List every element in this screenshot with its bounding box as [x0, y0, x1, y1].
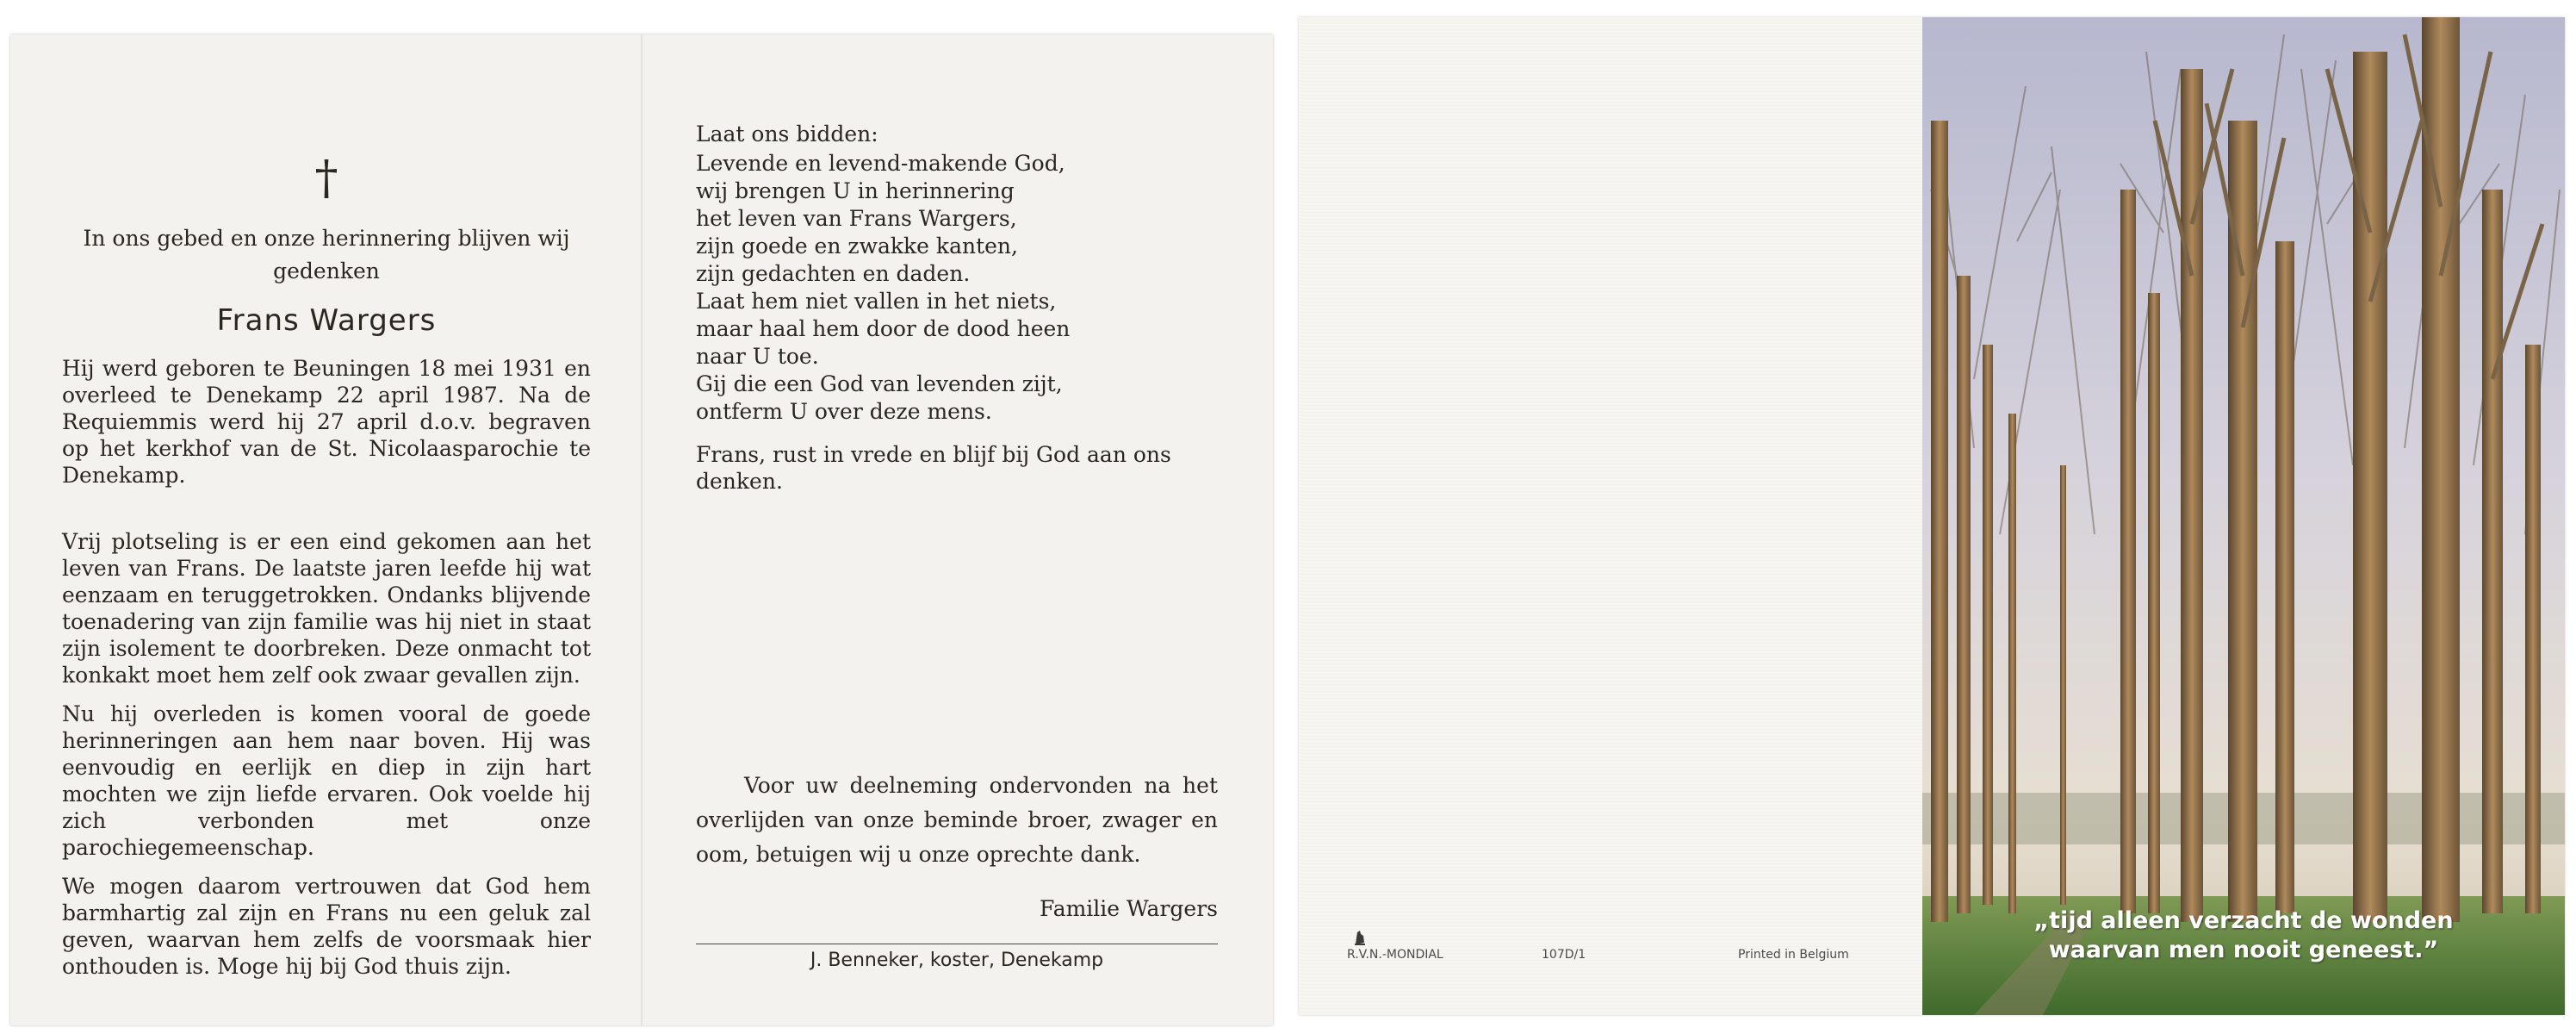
tree-lane-photo	[1922, 17, 2565, 1015]
prayer-line: zijn gedachten en daden.	[696, 261, 971, 286]
quote-line: „tijd alleen verzacht de wonden	[2033, 907, 2454, 934]
memorial-card-inner	[10, 34, 1273, 1025]
blank-back-panel	[1299, 17, 1922, 1015]
printer-credit: J. Benneker, koster, Denekamp	[810, 950, 1104, 971]
biography-paragraph: Vrij plotseling is er een eind gekomen aan het leven van Frans. De laatste jaren leefde hij wat eenzaam en teruggetrokken. Ondanks blijvende toenadering van zijn familie was hij niet in staat zijn isolement te doorbreken. Deze onmacht tot konkakt moet hem zelf ook zwaar gevallen zijn.	[62, 529, 591, 688]
biography-paragraph: We mogen daarom vertrouwen dat God hem barmhartig zal zijn en Frans nu een geluk zal geven, waarvan hem zelfs de voorsmaak hier onthouden is. Moge hij bij God thuis zijn.	[62, 874, 591, 979]
prayer-heading: Laat ons bidden:	[696, 121, 878, 146]
prayer-line: ontferm U over deze mens.	[696, 399, 992, 424]
right-panel	[642, 34, 1273, 1025]
card-code: 107D/1	[1542, 948, 1586, 962]
memorial-card-cover	[1299, 17, 2565, 1015]
prayer	[696, 150, 1218, 426]
cross-icon: †	[314, 151, 338, 205]
prayer-line: wij brengen U in herinnering	[696, 178, 1015, 203]
biography-paragraph: Hij werd geboren te Beuningen 18 mei 1931 en overleed te Denekamp 22 april 1987. Na de Requiemmis werd hij 27 april d.o.v. begraven op het kerkhof van de St. Nicolaasparochie te Denekamp.	[62, 356, 591, 488]
prayer-line: Levende en levend-makende God,	[696, 151, 1065, 176]
intro-text: In ons gebed en onze herinnering blijven wij gedenken	[83, 226, 570, 283]
prayer-line: Gij die een God van levenden zijt,	[696, 371, 1063, 396]
publisher-imprint: R.V.N.-MONDIAL	[1347, 948, 1443, 962]
prayer-line: Laat hem niet vallen in het niets,	[696, 289, 1057, 314]
publisher-logo-icon	[1354, 931, 1366, 946]
deceased-name: Frans Wargers	[216, 303, 437, 338]
biography-paragraph: Nu hij overleden is komen vooral de goede herinneringen aan hem naar boven. Hij was eenvoudig en eerlijk en diep in zijn hart mochten we zijn liefde ervaren. Ook voelde hij zich verbonden met onze parochiegemeenschap.	[62, 701, 591, 860]
left-panel	[10, 34, 641, 1025]
family-signature: Familie Wargers	[1040, 896, 1218, 921]
thanks-text: Voor uw deelneming ondervonden na het overlijden van onze beminde broer, zwager en oom, betuigen wij u onze oprechte dank.	[696, 773, 1218, 867]
prayer-line: het leven van Frans Wargers,	[696, 206, 1017, 231]
prayer-line: maar haal hem door de dood heen	[696, 316, 1071, 341]
cover-quote	[1922, 906, 2565, 965]
printed-in: Printed in Belgium	[1738, 948, 1849, 962]
prayer-line: zijn goede en zwakke kanten,	[696, 234, 1018, 258]
closing-text: Frans, rust in vrede en blijf bij God aan ons denken.	[696, 442, 1171, 494]
prayer-line: naar U toe.	[696, 344, 819, 369]
quote-line: waarvan men nooit geneest.”	[2048, 937, 2439, 963]
